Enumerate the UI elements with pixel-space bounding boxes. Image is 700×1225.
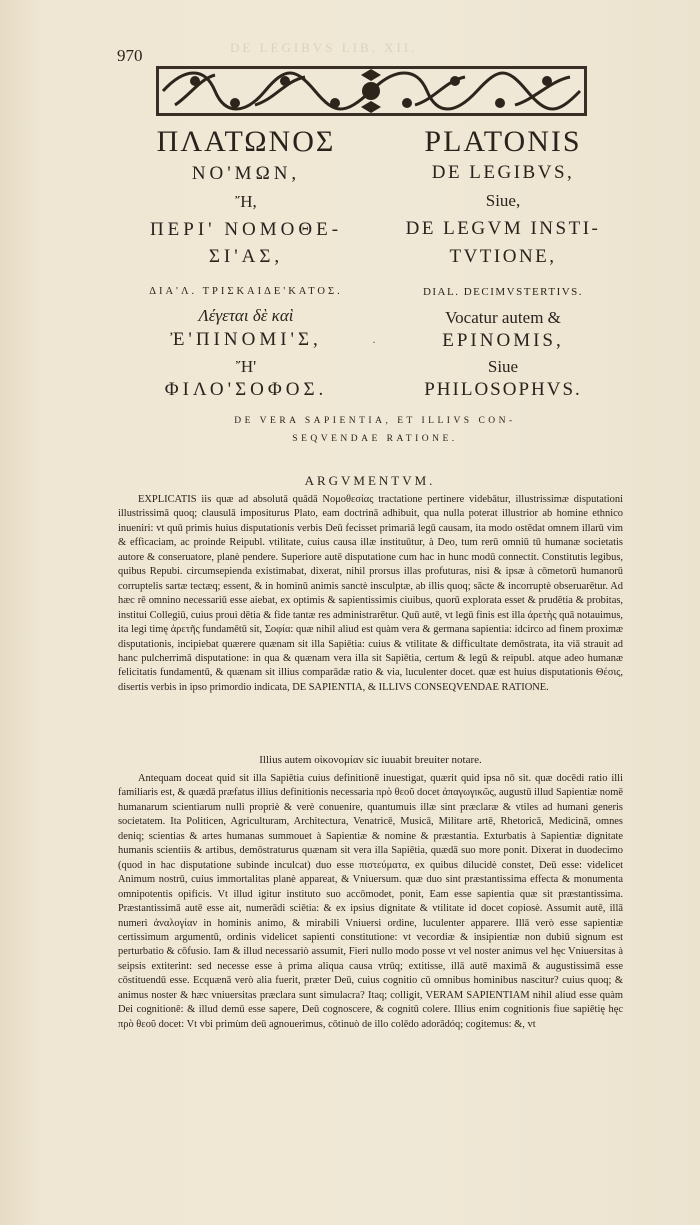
argumentum-heading: ARGVMENTVM. xyxy=(304,473,436,488)
argument-paragraph-3: Antequam doceat quid sit illa Sapiētia cuius definitionē inuestigat, quærit quid ipsa nō sit. quæ docēdi ratio illi familiaris est, & quædā præfatus illius definitionis necessaria πρὸ θεοῦ docet ἀπαγωγικῶς, augustū illud Sapientiæ nomē humanarum scientiarum nulli propriè & verè conuenire, quantumuis illæ sint præclaræ & vtiles ad humani generis societatem. Ita Politicen, Agriculturam, Architectura, Venatricē, Musicā, Militare artē, Rhetoricā, Medicinā, omnes deniq; scientias & artes humanas summouet à Sapientiæ & nomine & præstantia. Exturbatis à Sapientiæ dignitate humanis scientiis & artibus, demōstraturus quænam sit vera illa Sapiētia, quædā suo more ponit. Dixerat in duodecimo (quod in hac disputatione subinde inculcat) duo esse πιστεύματα, ex quibus dilucidè constet, Deū esse: videlicet Animum nostrū, cuius immortalitas planè appareat, & Vniuersum. quæ duo sint præstantissima effecta & monumenta omnipotentis opificis. Vt illud igitur instituto suo accōmodet, ponit, Eam esse sapientia quæ sit præstantissima. Præstantissimā autē esse ait, numerādi sciētia: & ex ipsius dignitate & vtilitate id docet copiosè. Assumit autē, illā numeri ἀναλογίαν in hominis animo, & mirabili Vniuersi ordine, luculenter apparere. Illā verò esse sapientiæ certissimum argumentū, ordinis videlicet sapienti constitutione: vt vecordiæ & insipientiæ non dubiū signum est perturbatio & cōfusio. Iam & illud necessariò assumit, Fieri nullo modo posse vt vel noster animus vel hęc Vniuersitas à seipsis extiterint: sed necesse esse à prima aliqua causa vtrūq; extitisse, illā autē maximā & augustissimā esse cōstituendū esse. Ecquænā verò alia fuerit, præter Deū, cuius cognitio cū omnibus hominibus nascitur? cuius quoq; & animus noster & hæc vniuersitas præclara sunt simulacra? Itaq; colligit, VERAM SAPIENTIAM nihil aliud esse quàm Dei cognitionē: & illud demū esse sapere, Deū cognoscere, & cognitū colere. Illius enim cognitionis fiue sapiētię hęc πρὸ θεοῦ docet: Vt vbi primùm deū agnouerimus, cōtinuò de illo colēdo adorādóq; cogitemus: &, vt xyxy=(118,773,623,1030)
latin-title-line-9: Siue xyxy=(487,357,519,376)
subtitle-line-2: SEQVENDAE RATIONE. xyxy=(292,434,458,444)
greek-title-line-2: ΝΟ'ΜΩΝ, xyxy=(191,163,301,184)
bleed-through-running-head: DE LEGIBVS LIB. XII. xyxy=(230,40,418,55)
column-separator-dot: · xyxy=(372,335,376,349)
page-number: 970 xyxy=(117,46,143,65)
argument-paragraph-2: Illius autem οἰκονομίαν sic iuuabit breuiter notare. xyxy=(259,754,482,766)
latin-title-line-8: EPINOMIS, xyxy=(442,330,564,351)
latin-title-line-7: Vocatur autem & xyxy=(445,308,561,327)
greek-title-line-8: Ἐ'ΠΙΝΟΜΙ'Σ, xyxy=(170,329,322,350)
latin-title-line-2: DE LEGIBVS, xyxy=(431,162,575,183)
greek-title-line-3: Ἤ, xyxy=(235,192,257,211)
greek-title-line-7: Λέγεται δὲ καὶ xyxy=(198,306,294,325)
latin-dialogue-number: DIAL. DECIMVSTERTIVS. xyxy=(422,286,584,298)
latin-title-line-5: TVTIONE, xyxy=(449,246,557,267)
latin-title-line-1: PLATONIS xyxy=(424,125,582,158)
latin-title-line-4: DE LEGVM INSTI- xyxy=(405,218,601,239)
greek-title-line-5: ΣΙ'ΑΣ, xyxy=(208,246,284,267)
latin-title-line-10: PHILOSOPHVS. xyxy=(424,379,582,400)
subtitle-line-1: DE VERA SAPIENTIA, ET ILLIVS CON- xyxy=(234,416,516,426)
ornamental-headpiece xyxy=(155,65,588,117)
greek-title-line-1: ΠΛΑΤΩΝΟΣ xyxy=(156,125,336,158)
latin-title-line-3: Siue, xyxy=(485,191,521,210)
argument-paragraph-1: EXPLICATIS iis quæ ad absolutā quādā Νομοθεσίας tractatione pertinere videbātur, illustrissimæ disputationi illustrissimā quoq; clausulā impositurus Plato, eam doctrinā adhibuit, qua nulla poterat illustrior ab homine ethnico inueniri: vt quū primis huius disputationis verbis Deū fecisset primariā legū causam, ita modo ostēdat omnem illarū vim & efficaciam, ac proinde Reipubl. vtilitate, cuius causa illæ instituūtur, à Deo, tum rerū omniū tū humanæ societatis autore & conseruatore, planè pendere. Superiore autē disputatione cum hac in hunc modū connectit. Constitutis legibus, quibus Repubi. circumsepienda existimabat, dixerat, nihil prorsus illas profuturas, nisi & ipsæ à cōmetorū humanorū corruptelis sartæ tectæq; essent, & in hominū animis sanctè insculptæ, ab illis quoq; sācte & incorruptè obseruarētur. Ad hæc rē omnino necessariū esse aiebat, ex optimis & sapientissimis ciuibus, quorū explorata esset & prudētia & probitas, institui Collegiū, cuius proui dētia & fide tantæ res administrarētur. Quū autē, vt legū finis est illa ἀρετὴς quā notauimus, ita legi timę ἀρετῆς fundamētū sit, Σοφία: quæ nihil aliud est quàm vera & germana sapientia: idcirco ad finem proximæ disputationis, incipiebat quærere quænam sit illa Sapiētia: cuius & vtilitate & difficultate demōstrata, ita viā strauit ad hanc pulcherrimā disputatione: in qua & quænam vera illa sit Sapiētia, certum & legū & reipubl. atque adeo humanæ felicitatis fundamentū, & quænam sit illius comparādæ ratio & via, luculenter docet. quæ est huius disputationis Θέσις, disertis verbis in ipso primordio indicata, DE SAPIENTIA, & ILLIVS CONSEQVENDAE RATIONE. xyxy=(118,494,623,693)
greek-title-line-10: ΦΙΛΟ'ΣΟΦΟΣ. xyxy=(164,379,328,400)
greek-title-line-4: ΠΕΡΙ' ΝΟΜΟΘΕ- xyxy=(149,219,343,240)
greek-dialogue-number: ΔΙΑ'Λ. ΤΡΙΣΚΑΙΔΕ'ΚΑΤΟΣ. xyxy=(149,286,343,297)
greek-title-line-9: Ἤ' xyxy=(235,357,257,376)
